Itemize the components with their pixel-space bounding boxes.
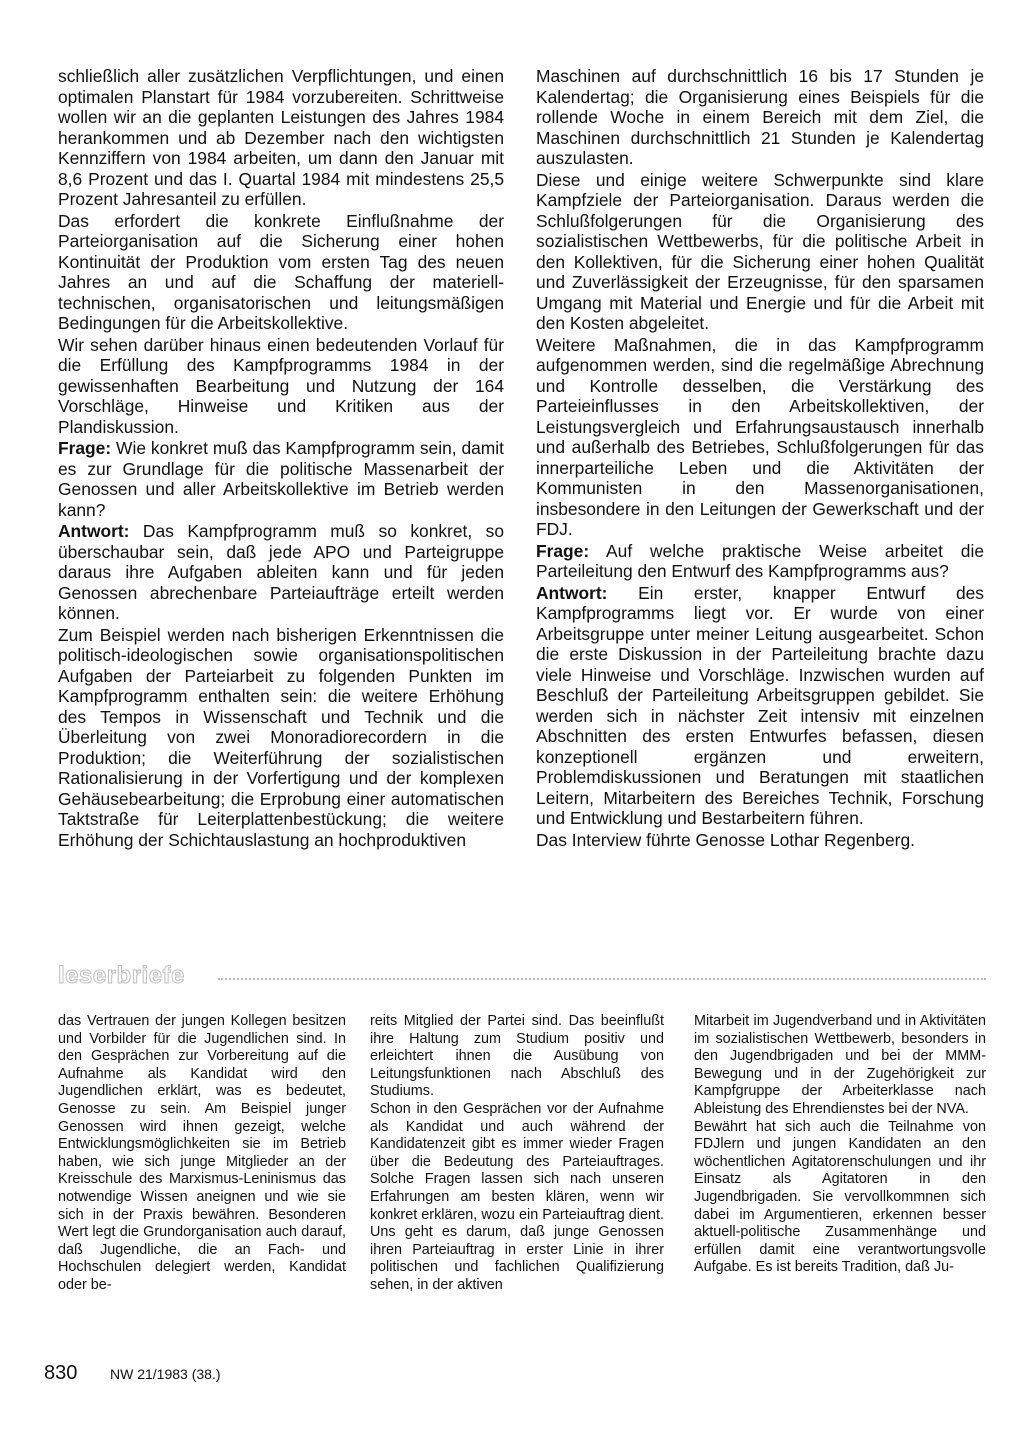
- paragraph: schließlich aller zusätzlichen Verpflichtungen, und einen optimalen Planstart für 1984 vorzubereiten. Schrittweise wollen wir an die geplanten Leistungen des Jahres 1984 herankommen und ab Dezember nach den wichtigsten Kennziffern von 1984 arbeiten, um dann den Januar mit 8,6 Prozent und das I. Quartal 1984 mit mindestens 25,5 Prozent Jahresanteil zu erfüllen.: [58, 66, 504, 209]
- paragraph: Bewährt hat sich auch die Teilnahme von FDJlern und jungen Kandidaten an den wöchentlichen Agitatorenschulungen und ihr Einsatz als Agitatoren in den Jugendbrigaden. Sie vervollkommnen sich dabei im Argumentieren, erkennen besser aktuell-politische Zusammenhänge und erfüllen damit eine verantwortungsvolle Aufgabe. Es ist bereits Tradition, daß Ju-: [694, 1118, 986, 1276]
- interview-credit: Das Interview führte Genosse Lothar Regenberg.: [536, 829, 915, 850]
- question-text: Wie konkret muß das Kampfprogramm sein, damit es zur Grundlage für die politische Massenarbeit der Genossen und aller Arbeitskollektive im Betrieb werden kann?: [58, 438, 504, 520]
- paragraph: Schon in den Gesprächen vor der Aufnahme als Kandidat und auch während der Kandidatenzeit gibt es immer wieder Fragen über die Bedeutung des Parteiauftrages. Solche Fragen lassen sich nach unseren Erfahrungen am besten klären, wenn wir konkret erklären, wozu ein Parteiauftrag dient. Uns geht es darum, daß junge Genossen ihren Parteiauftrag in erster Linie in ihrer politischen und fachlichen Qualifizierung sehen, in der aktiven: [370, 1100, 664, 1293]
- question-text: Auf welche praktische Weise arbeitet die Parteileitung den Entwurf des Kampfprogramms aus?: [536, 540, 984, 581]
- paragraph: das Vertrauen der jungen Kollegen besitzen und Vorbilder für die Jugendlichen sind. In den Gesprächen zur Vorbereitung auf die Aufnahme als Kandidat wird den Jugendlichen erklärt, was es bedeutet, Genosse zu sein. Am Beispiel junger Genossen wird ihnen gezeigt, welche Entwicklungsmöglichkeiten sie im Betrieb haben, wie sich junge Mitglieder an der Kreisschule des Marxismus-Leninismus das notwendige Wissen aneignen und wie sie sich in der Praxis bewähren. Besonderen Wert legt die Grundorganisation auch darauf, daß Jugendliche, die an Fach- und Hochschulen delegiert werden, Kandidat oder be-: [58, 1013, 346, 1293]
- answer-label: Antwort:: [536, 582, 608, 603]
- answer-text: Ein erster, knapper Entwurf des Kampfprogramms liegt vor. Er wurde von einer Arbeitsgruppe unter meiner Leitung ausgearbeitet. Schon die erste Diskussion in der Parteileitung brachte dazu viele Hinweise und Vorschläge. Inzwischen wurden auf Beschluß der Parteileitung Arbeitsgruppen gebildet. Sie werden sich in nächster Zeit intensiv mit einzelnen Abschnitten des ersten Entwurfes befassen, diesen konzeptionell ergänzen und erweitern, Problemdiskussionen und Beratungen mit staatlichen Leitern, Mitarbeitern des Bereiches Technik, Forschung und Entwicklung und Bestarbeitern führen.: [536, 582, 984, 828]
- question-paragraph: [58, 438, 504, 520]
- question-label: Frage:: [536, 540, 590, 561]
- paragraph: Weitere Maßnahmen, die in das Kampfprogramm aufgenommen werden, sind die regelmäßige Abrechnung und Kontrolle desselben, die Verstärkung des Parteieinflusses in den Arbeitskollektiven, der Leistungsvergleich und Erfahrungsaustausch innerhalb und außerhalb des Betriebes, Schlußfolgerungen für das innerparteiliche Leben und die Aktivitäten der Kommunisten in den Massenorganisationen, insbesondere in den Leitungen der Gewerkschaft und der FDJ.: [536, 334, 984, 539]
- question-label: Frage:: [58, 438, 112, 458]
- section-divider: [218, 978, 986, 980]
- answer-label: Antwort:: [58, 521, 130, 541]
- letters-column-2: [370, 1013, 664, 1295]
- section-header: [58, 962, 986, 992]
- answer-paragraph: [536, 583, 984, 829]
- paragraph: Wir sehen darüber hinaus einen bedeutenden Vorlauf für die Erfüllung des Kampfprogramms 1984 in der gewissenhaften Bearbeitung und Nutzung der 164 Vorschläge, Hinweise und Kritiken aus der Plandiskussion.: [58, 334, 504, 437]
- paragraph: Maschinen auf durchschnittlich 16 bis 17 Stunden je Kalendertag; die Organisierung eines Beispiels für die rollende Woche in einem Bereich mit dem Ziel, die Maschinen durchschnittlich 21 Stunden je Kalendertag auszulasten.: [536, 66, 984, 168]
- issue-reference: NW 21/1983 (38.): [110, 1366, 221, 1382]
- paragraph: reits Mitglied der Partei sind. Das beeinflußt ihre Haltung zum Studium positiv und erleichtert ihnen die Ausübung von Leitungsfunktionen nach Abschluß des Studiums.: [370, 1013, 664, 1100]
- question-paragraph: [536, 541, 984, 582]
- letters-column-1: [58, 1013, 346, 1295]
- paragraph: Diese und einige weitere Schwerpunkte sind klare Kampfziele der Parteiorganisation. Daraus werden die Schlußfolgerungen für die Organisierung des sozialistischen Wettbewerbs, für die politische Arbeit in den Kollektiven, für die Sicherung einer hohen Qualität und Zuverlässigkeit der Erzeugnisse, für den sparsamen Umgang mit Material und Energie und für die Arbeit mit den Kosten abgeleitet.: [536, 169, 984, 333]
- paragraph: Das erfordert die konkrete Einflußnahme der Parteiorganisation auf die Sicherung einer hohen Kontinuität der Produktion vom ersten Tag des neuen Jahres an und auf die Schaffung der materiell-technischen, organisatorischen und leitungsmäßigen Bedingungen für die Arbeitskollektive.: [58, 210, 504, 333]
- answer-text: Das Kampfprogramm muß so konkret, so überschaubar sein, daß jede APO und Parteigruppe daraus ihre Aufgaben ableiten kann und für jeden Genossen abrechenbare Parteiaufträge erteilt werden können.: [58, 521, 504, 623]
- paragraph: Mitarbeit im Jugendverband und in Aktivitäten im sozialistischen Wettbewerb, besonders in den Jugendbrigaden und bei der MMM-Bewegung und in der Zugehörigkeit zur Kampfgruppe der Arbeiterklasse nach Ableistung des Ehrendienstes bei der NVA.: [694, 1013, 986, 1117]
- answer-paragraph: [58, 521, 504, 624]
- paragraph: Zum Beispiel werden nach bisherigen Erkenntnissen die politisch-ideologischen sowie organisationspolitischen Aufgaben der Parteiarbeit zu folgenden Punkten im Kampfprogramm enthalten sein: die weitere Erhöhung des Tempos in Wissenschaft und Technik und die Überleitung von zwei Monoradiorecordern in die Produktion; die Weiterführung der sozialistischen Rationalisierung in der Vorfertigung und der komplexen Gehäusebearbeitung; die Erprobung einer automatischen Taktstraße für Leiterplattenbestückung; die weitere Erhöhung der Schichtauslastung an hochproduktiven: [58, 624, 504, 850]
- section-title: leserbriefe: [58, 962, 185, 989]
- letters-column-3: [694, 1013, 986, 1277]
- article-column-left: [58, 66, 504, 851]
- article-column-right: [536, 66, 984, 851]
- page-number: 830: [44, 1362, 78, 1384]
